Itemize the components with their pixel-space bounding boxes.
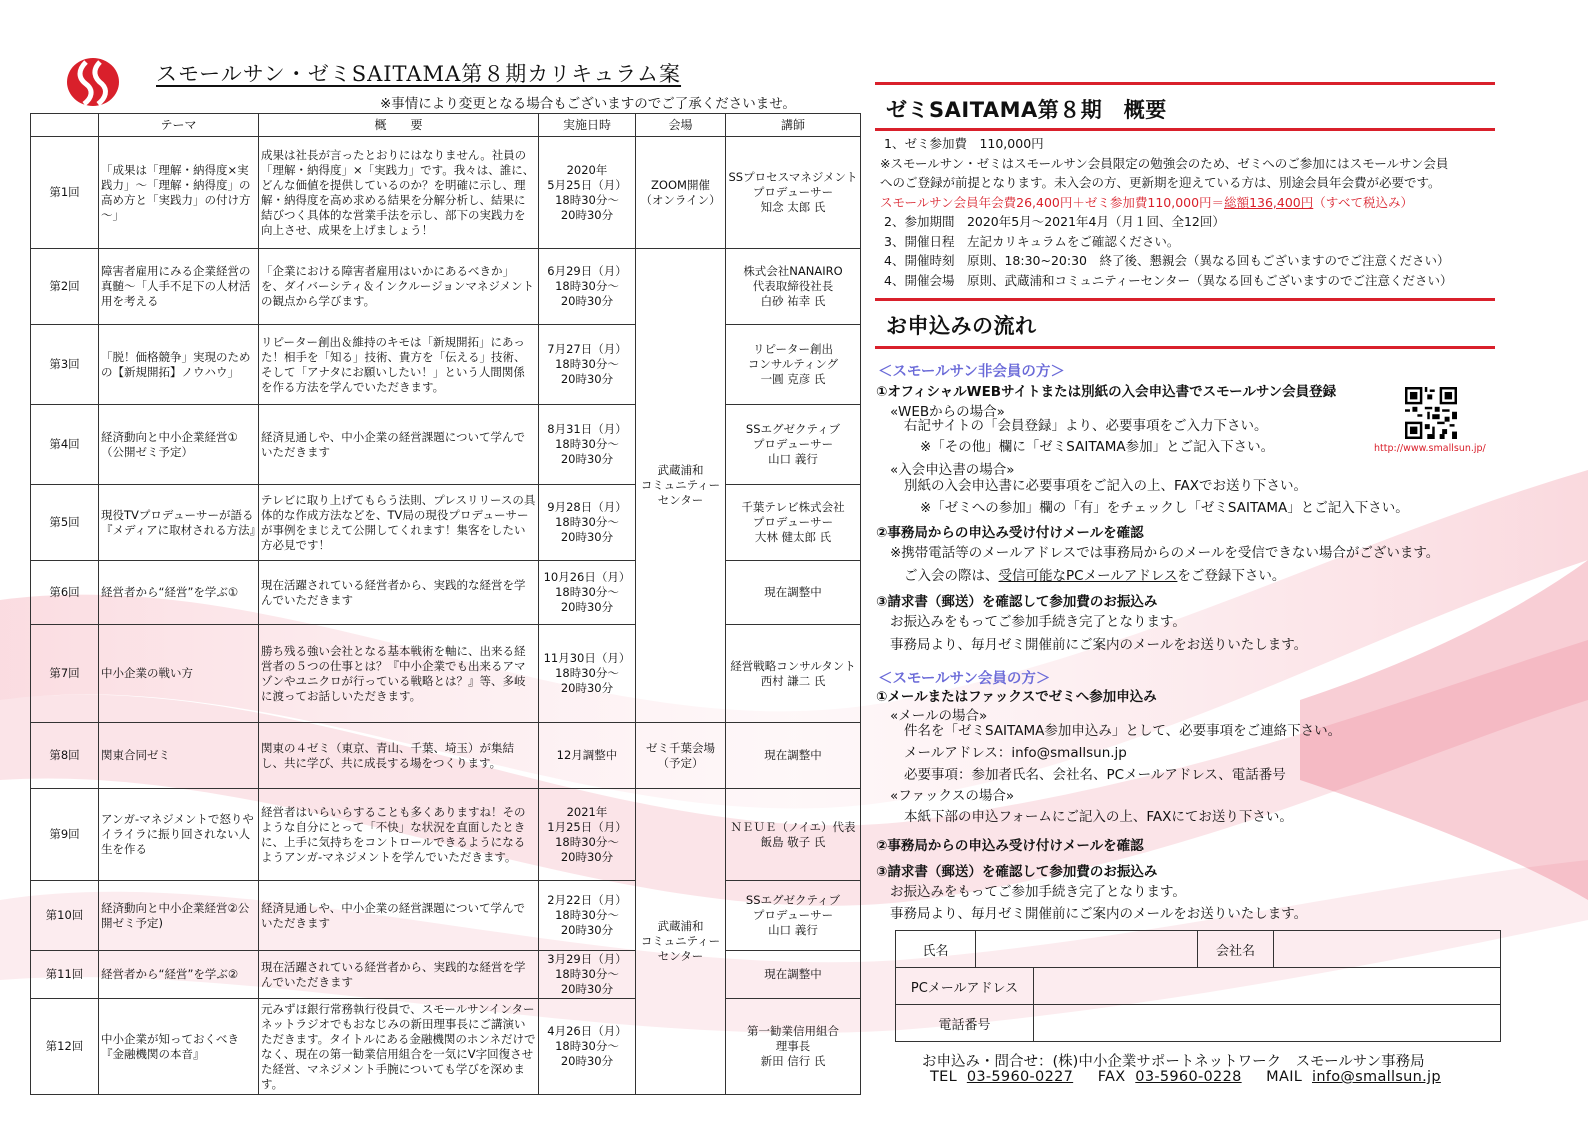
step-3-member-text: お振込みをもってご参加手続き完了となります。 xyxy=(890,884,1186,900)
session-date: 4月26日（月） 18時30分～ 20時30分 xyxy=(539,999,636,1095)
overview-note: へのご登録が前提となります。未入会の方、更新期を迎えている方は、別途会員年会費が必要です。 xyxy=(880,175,1441,190)
session-lecturer: SSエグゼクティブ プロデューサー 山口 義行 xyxy=(726,405,861,485)
session-theme: 中小企業の戦い方 xyxy=(99,625,259,723)
divider xyxy=(875,298,1495,301)
session-venue: 武蔵浦和 コミュニティー センター xyxy=(636,789,726,1095)
session-number: 第8回 xyxy=(31,723,99,789)
session-theme: 中小企業が知っておくべき『金融機関の本音』 xyxy=(99,999,259,1095)
table-row xyxy=(31,789,861,881)
session-number: 第6回 xyxy=(31,561,99,625)
column-header: 会場 xyxy=(636,114,726,137)
required-items: 必要事項：参加者氏名、会社名、PCメールアドレス、電話番号 xyxy=(904,767,1286,783)
phone-label: 電話番号 xyxy=(896,1005,1034,1042)
session-theme: 「脱！価格競争」実現のための【新規開拓】ノウハウ」 xyxy=(99,325,259,405)
column-header: テーマ xyxy=(99,114,259,137)
application-form-2 xyxy=(895,967,1501,1042)
step-3-member: ③請求書（郵送）を確認して参加費のお振込み xyxy=(876,864,1158,880)
table-row xyxy=(31,137,861,249)
step-3-text: お振込みをもってご参加手続き完了となります。 xyxy=(890,614,1186,630)
step-2-note: ※携帯電話等のメールアドレスでは事務局からのメールを受信できない場合がございます。 xyxy=(890,545,1440,561)
session-lecturer: SSプロセスマネジメント プロデューサー 知念 太郎 氏 xyxy=(726,137,861,249)
nonmember-heading: ＜スモールサン非会員の方＞ xyxy=(878,364,1065,380)
session-date: 10月26日（月） 18時30分～ 20時30分 xyxy=(539,561,636,625)
step-2-register: ご入会の際は、受信可能なPCメールアドレスをご登録下さい。 xyxy=(904,568,1286,584)
session-number: 第1回 xyxy=(31,137,99,249)
mail-case-text: 件名を「ゼミSAITAMA参加申込み」として、必要事項をご連絡下さい。 xyxy=(904,723,1342,739)
column-header: 講師 xyxy=(726,114,861,137)
session-summary: 関東の４ゼミ（東京、青山、千葉、埼玉）が集結し、共に学び、共に成長する場をつくります。 xyxy=(259,723,539,789)
session-number: 第11回 xyxy=(31,951,99,999)
session-summary: 経済見通しや、中小企業の経営課題について学んでいただきます xyxy=(259,405,539,485)
session-summary: 「企業における障害者雇用はいかにあるべきか」を、ダイバーシティ＆インクルージョンマネジメントの観点から学びます。 xyxy=(259,249,539,325)
step-2-nonmember: ②事務局からの申込み受け付けメールを確認 xyxy=(876,525,1144,541)
form-case-text: 別紙の入会申込書に必要事項をご記入の上、FAXでお送り下さい。 xyxy=(904,478,1308,494)
session-theme: 現役TVプロデューサーが語る『メディアに取材される方法』 xyxy=(99,485,259,561)
session-summary: 現在活躍されている経営者から、実践的な経営を学んでいただきます xyxy=(259,951,539,999)
session-lecturer: ＮＥＵＥ（ノイエ）代表 飯島 敬子 氏 xyxy=(726,789,861,881)
page-title: スモールサン・ゼミSAITAMA第８期カリキュラム案 xyxy=(156,62,682,86)
session-lecturer: 第一勧業信用組合 理事長 新田 信行 氏 xyxy=(726,999,861,1095)
column-header xyxy=(31,114,99,137)
overview-venue: 4、開催会場 原則、武蔵浦和コミュニティーセンター（異なる回もございますのでご注意ください） xyxy=(884,272,1453,288)
session-number: 第5回 xyxy=(31,485,99,561)
overview-body xyxy=(880,134,1490,290)
session-summary: リピーター創出＆維持のキモは「新規開拓」にあった！相手を「知る」技術、貴方を「伝える」技術、そして「アナタにお願いしたい！」という人間関係を作る方法を学んでいただきます。 xyxy=(259,325,539,405)
session-date: 2021年 1月25日（月） 18時30分～ 20時30分 xyxy=(539,789,636,881)
step-2-member: ②事務局からの申込み受け付けメールを確認 xyxy=(876,838,1144,854)
session-theme: アンガ-マネジメントで怒りやイライラに振り回されない人生を作る xyxy=(99,789,259,881)
table-row xyxy=(31,951,861,999)
session-date: 8月31日（月） 18時30分～ 20時30分 xyxy=(539,405,636,485)
table-row xyxy=(31,561,861,625)
email-field[interactable] xyxy=(1034,968,1501,1005)
session-lecturer: 現在調整中 xyxy=(726,561,861,625)
overview-schedule: 3、開催日程 左記カリキュラムをご確認ください。 xyxy=(884,233,1180,249)
website-url[interactable]: http://www.smallsun.jp/ xyxy=(1374,443,1486,454)
table-row xyxy=(31,249,861,325)
divider xyxy=(875,82,1495,85)
step-1-member: ①メールまたはファックスでゼミへ参加申込み xyxy=(876,689,1157,705)
divider xyxy=(875,346,1495,349)
session-venue: ZOOM開催 （オンライン） xyxy=(636,137,726,249)
session-number: 第9回 xyxy=(31,789,99,881)
name-label: 氏名 xyxy=(896,931,976,968)
fax-case-text: 本紙下部の申込フォームにご記入の上、FAXにてお送り下さい。 xyxy=(904,809,1293,825)
fax-number[interactable]: 03-5960-0228 xyxy=(1135,1069,1242,1085)
session-date: 9月28日（月） 18時30分～ 20時30分 xyxy=(539,485,636,561)
web-case-note: ※「その他」欄に「ゼミSAITAMA参加」とご記入下さい。 xyxy=(920,439,1275,455)
overview-note: ※スモールサン・ゼミはスモールサン会員限定の勉強会のため、ゼミへのご参加にはスモールサン会員 xyxy=(880,155,1449,171)
session-lecturer: 現在調整中 xyxy=(726,723,861,789)
session-lecturer: 株式会社NANAIRO 代表取締役社長 白砂 祐幸 氏 xyxy=(726,249,861,325)
change-notice: ※事情により変更となる場合もございますのでご了承くださいませ。 xyxy=(380,96,796,112)
member-heading: ＜スモールサン会員の方＞ xyxy=(878,671,1051,687)
session-theme: 経済動向と中小企業経営②公開ゼミ予定) xyxy=(99,881,259,951)
session-date: 12月調整中 xyxy=(539,723,636,789)
table-row xyxy=(31,999,861,1095)
form-case-note: ※「ゼミへの参加」欄の「有」をチェックし「ゼミSAITAMA」とご記入下さい。 xyxy=(920,500,1409,516)
session-lecturer: リピーター創出 コンサルティング 一圓 克彦 氏 xyxy=(726,325,861,405)
session-summary: 元みずほ銀行常務執行役員で、スモールサンインターネットラジオでもおなじみの新田理事長にご講演いただきます。タイトルにある金融機関のホンネだけでなく、現在の第一勧業信用組合を一気にV字回復させた経営、マネジメント手腕についても学びを深めます。 xyxy=(259,999,539,1095)
divider xyxy=(875,128,1495,131)
session-summary: テレビに取り上げてもらう法則、プレスリリースの具体的な作成方法などを、TV局の現役プロデューサーが事例をまじえて公開してくれます！集客をしたい方必見です！ xyxy=(259,485,539,561)
qr-code-icon xyxy=(1405,387,1457,439)
session-number: 第3回 xyxy=(31,325,99,405)
table-header-row xyxy=(31,114,861,137)
column-header: 概 要 xyxy=(259,114,539,137)
session-lecturer: SSエグゼクティブ プロデューサー 山口 義行 xyxy=(726,881,861,951)
session-theme: 関東合同ゼミ xyxy=(99,723,259,789)
web-case-text: 右記サイトの「会員登録」より、必要事項をご入力下さい。 xyxy=(904,418,1268,434)
session-date: 3月29日（月） 18時30分～ 20時30分 xyxy=(539,951,636,999)
session-summary: 現在活躍されている経営者から、実践的な経営を学んでいただきます xyxy=(259,561,539,625)
session-theme: 経営者から“経営”を学ぶ② xyxy=(99,951,259,999)
contact-numbers: TEL 03-5960-0227 FAX 03-5960-0228 MAIL info@smallsun.jp xyxy=(930,1069,1441,1085)
table-row xyxy=(31,625,861,723)
session-date: 6月29日（月） 18時30分～ 20時30分 xyxy=(539,249,636,325)
mail-case-label: «メールの場合» xyxy=(890,708,988,724)
table-row xyxy=(31,325,861,405)
table-row xyxy=(31,723,861,789)
session-lecturer: 現在調整中 xyxy=(726,951,861,999)
session-date: 2月22日（月） 18時30分～ 20時30分 xyxy=(539,881,636,951)
session-venue: 武蔵浦和 コミュニティー センター xyxy=(636,249,726,723)
session-number: 第12回 xyxy=(31,999,99,1095)
column-header: 実施日時 xyxy=(539,114,636,137)
session-theme: 障害者雇用にみる企業経営の真髄～「人手不足下の人材活用を考える xyxy=(99,249,259,325)
web-case-label: «WEBからの場合» xyxy=(890,404,1005,420)
table-row xyxy=(31,881,861,951)
session-summary: 経営者はいらいらすることも多くありますね！そのような自分にとって「不快」な状況を直面したときに、上手に気持ちをコントロールできるようになるようアンガ-マネジメントを学んでいただきます。 xyxy=(259,789,539,881)
session-venue: ゼミ千葉会場 （予定） xyxy=(636,723,726,789)
session-number: 第4回 xyxy=(31,405,99,485)
phone-field[interactable] xyxy=(1034,1005,1501,1042)
contact-line: お申込み・問合せ：(株)中小企業サポートネットワーク スモールサン事務局 xyxy=(922,1054,1425,1070)
application-form xyxy=(895,930,1501,968)
session-summary: 経済見通しや、中小企業の経営課題について学んでいただきます xyxy=(259,881,539,951)
step-3-nonmember: ③請求書（郵送）を確認して参加費のお振込み xyxy=(876,594,1158,610)
company-field[interactable] xyxy=(1274,931,1501,968)
step-3-member-text: 事務局より、毎月ゼミ開催前にご案内のメールをお送りいたします。 xyxy=(890,906,1308,922)
session-number: 第10回 xyxy=(31,881,99,951)
session-theme: 経営者から“経営”を学ぶ① xyxy=(99,561,259,625)
session-date: 7月27日（月） 18時30分～ 20時30分 xyxy=(539,325,636,405)
flow-heading: お申込みの流れ xyxy=(886,314,1037,338)
curriculum-table xyxy=(30,113,861,1095)
email-label: PCメールアドレス xyxy=(896,968,1034,1005)
mail-address-link[interactable]: info@smallsun.jp xyxy=(1311,1069,1441,1085)
form-case-label: «入会申込書の場合» xyxy=(890,462,1015,478)
mail-address: メールアドレス：info@smallsun.jp xyxy=(904,745,1127,761)
overview-heading: ゼミSAITAMA第８期 概要 xyxy=(886,98,1167,122)
overview-total: スモールサン会員年会費26,400円＋ゼミ参加費110,000円＝総額136,400円（すべて税込み） xyxy=(880,194,1414,210)
session-date: 11月30日（月） 18時30分～ 20時30分 xyxy=(539,625,636,723)
fax-case-label: «ファックスの場合» xyxy=(890,788,1015,804)
step-3-text: 事務局より、毎月ゼミ開催前にご案内のメールをお送りいたします。 xyxy=(890,637,1308,653)
session-summary: 勝ち残る強い会社となる基本戦術を軸に、出来る経営者の５つの仕事とは？『中小企業でも出来るアマゾンやユニクロが行っている戦略とは？』等、多岐に渡ってお話しいただきます。 xyxy=(259,625,539,723)
step-1-nonmember: ①オフィシャルWEBサイトまたは別紙の入会申込書でスモールサン会員登録 xyxy=(876,384,1337,400)
name-field[interactable] xyxy=(976,931,1198,968)
session-number: 第2回 xyxy=(31,249,99,325)
table-row xyxy=(31,485,861,561)
session-date: 2020年 5月25日（月） 18時30分～ 20時30分 xyxy=(539,137,636,249)
overview-fee: 1、ゼミ参加費 110,000円 xyxy=(884,136,1044,151)
overview-time: 4、開催時刻 原則、18:30~20:30 終了後、懇親会（異なる回もございますのでご注意ください） xyxy=(884,253,1450,268)
session-summary: 成果は社長が言ったとおりにはなりません。社員の「理解・納得度」×「実践力」です。我々は、誰に、どんな価値を提供しているのか？を明確に示し、理解・納得度を高め求める結果を分解分析し、結果に結びつく具体的な営業手法を示し、部下の実践力を向上させ、成果を上げましょう！ xyxy=(259,137,539,249)
company-label: 会社名 xyxy=(1198,931,1274,968)
session-lecturer: 千葉テレビ株式会社 プロデューサー 大林 健太郎 氏 xyxy=(726,485,861,561)
session-number: 第7回 xyxy=(31,625,99,723)
tel-number[interactable]: 03-5960-0227 xyxy=(966,1069,1074,1085)
session-lecturer: 経営戦略コンサルタント 西村 謙二 氏 xyxy=(726,625,861,723)
smallsun-logo xyxy=(64,56,122,108)
overview-period: 2、参加期間 2020年5月～2021年4月（月１回、全12回） xyxy=(884,214,1225,229)
session-theme: 「成果は「理解・納得度×実践力」～「理解・納得度」の高め方と「実践力」の付け方～」 xyxy=(99,137,259,249)
table-row xyxy=(31,405,861,485)
session-theme: 経済動向と中小企業経営①（公開ゼミ予定） xyxy=(99,405,259,485)
